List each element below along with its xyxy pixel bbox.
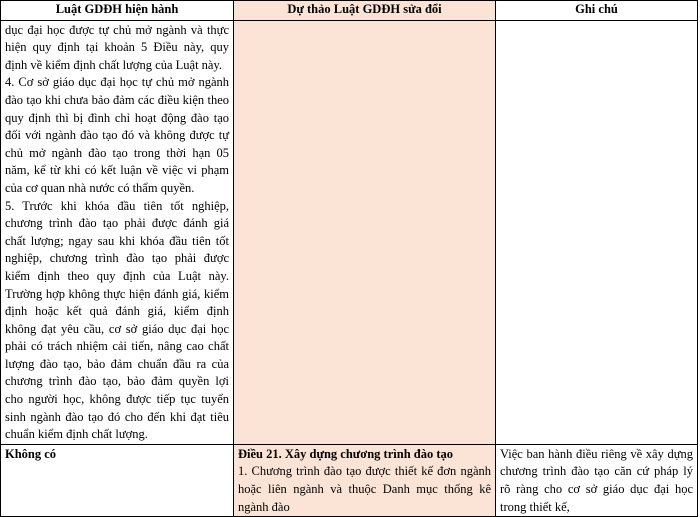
notes-cell (496, 20, 698, 444)
article-clause: 1. Chương trình đào tạo được thiết kế đơn ngành hoặc liên ngành và thuộc Danh mục thống kê ngành đào (238, 464, 491, 514)
header-draft-law: Dự thảo Luật GDĐH sửa đổi (234, 1, 496, 21)
header-current-law: Luật GDĐH hiện hành (1, 1, 234, 21)
draft-law-cell (234, 444, 496, 516)
table-row (1, 444, 698, 516)
draft-law-cell (234, 20, 496, 444)
header-row (1, 1, 698, 21)
note-text: Việc ban hành điều riêng về xây dựng chương trình đào tạo căn cứ pháp lý rõ ràng cho cơ sở giáo dục đại học trong thiết kế, (500, 446, 693, 514)
notes-cell (496, 444, 698, 516)
current-law-cell: Không có (1, 444, 234, 516)
current-law-cell (1, 20, 234, 444)
paragraph: 4. Cơ sở giáo dục đại học tự chủ mở ngành đào tạo khi chưa bảo đảm các điều kiện theo quy định thì bị đình chỉ hoạt động đào tạo đối với ngành đào tạo đó và không được tự chủ mở ngành đào tạo trong thời hạn 05 năm, kể từ khi có kết luận về việc vi phạm của cơ quan nhà nước có thẩm quyền. (5, 75, 229, 195)
paragraph: 5. Trước khi khóa đầu tiên tốt nghiệp, chương trình đào tạo phải được đánh giá chất lượng; ngay sau khi khóa đầu tiên tốt nghiệp, chương trình đào tạo phải được kiểm định theo quy định của Luật này. Trường hợp không thực hiện đánh giá, kiểm định hoặc kết quả đánh giá, kiểm định không đạt yêu cầu, cơ sở giáo dục đại học phải có trách nhiệm cải tiến, nâng cao chất lượng đào tạo, bảo đảm chuẩn đầu ra của chương trình đào tạo, bảo đảm quyền lợi cho người học, không được tiếp tục tuyển sinh ngành đào tạo đó cho đến khi đạt tiêu chuẩn kiểm định chất lượng. (5, 198, 229, 442)
table-row (1, 20, 698, 444)
header-notes: Ghi chú (496, 1, 698, 21)
paragraph: dục đại học được tự chủ mở ngành và thực hiện quy định tại khoản 5 Điều này, quy định về kiểm định chất lượng của Luật này. (5, 22, 229, 72)
article-title: Điều 21. Xây dựng chương trình đào tạo (238, 446, 454, 461)
